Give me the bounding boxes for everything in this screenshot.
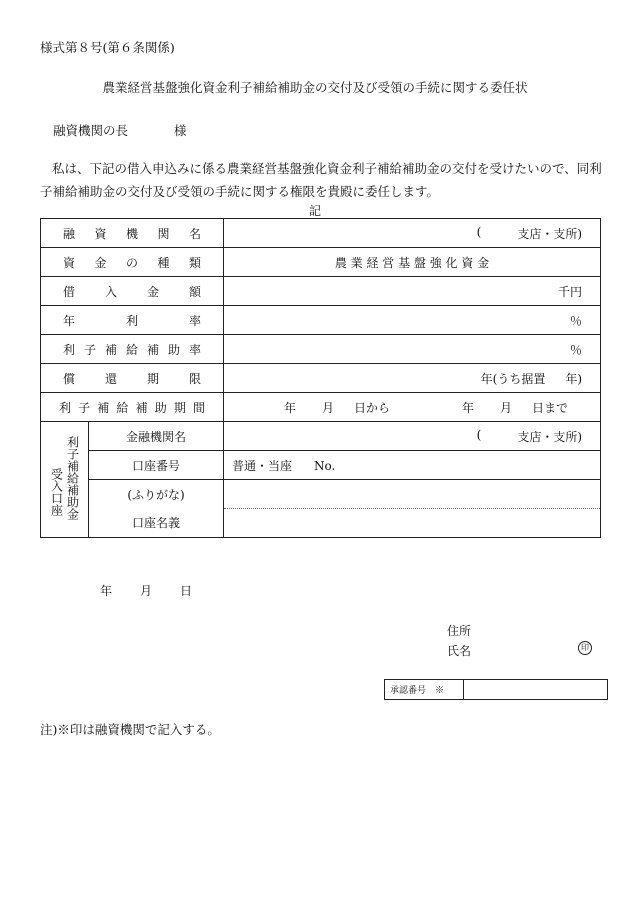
loan-details-table (40, 218, 601, 538)
label-char: 借 (63, 284, 76, 299)
label-subsidy-rate (41, 335, 224, 364)
label-loan-amount (41, 277, 224, 306)
ki-heading: 記 (308, 204, 321, 218)
label-char: 種 (157, 255, 170, 270)
table-row (41, 393, 601, 422)
furigana-field[interactable] (224, 480, 601, 509)
label-char: 率 (189, 342, 202, 357)
table-row (41, 277, 601, 306)
table-row (41, 335, 601, 364)
label-char: 期 (173, 400, 186, 415)
label-char: 資 (94, 226, 107, 241)
label-char: 利 (59, 400, 72, 415)
approval-number-box (384, 679, 608, 700)
name-label: 氏名 (447, 644, 472, 658)
label-char: 補 (135, 400, 148, 415)
label-char: 機 (126, 226, 139, 241)
label-char: 融 (63, 226, 76, 241)
address-label: 住所 (447, 624, 472, 638)
addressee-honorific: 様 (174, 123, 187, 138)
label-char: 資 (63, 255, 76, 270)
label-char: 給 (116, 400, 129, 415)
label-char: 入 (105, 284, 118, 299)
label-lender-name (41, 219, 224, 248)
label-char: 補 (97, 400, 110, 415)
subsidy-rate-field[interactable]: ％ (224, 335, 601, 364)
label-bank-name: 金融機関名 (89, 422, 224, 451)
label-fund-type (41, 248, 224, 277)
table-row (41, 509, 601, 538)
loan-amount-field[interactable]: 千円 (224, 277, 601, 306)
label-char: 金 (94, 255, 107, 270)
label-char: 助 (154, 400, 167, 415)
body-paragraph: 私は、下記の借入申込みに係る農業経営基盤強化資金利子補給補助金の交付を受けたいので、同利子補給補助金の交付及び受領の手続に関する権限を貴殿に委任します。 (40, 161, 602, 199)
table-row (41, 480, 601, 509)
label-char: 金 (147, 284, 160, 299)
label-repayment-term (41, 364, 224, 393)
label-account-number: 口座番号 (89, 451, 224, 480)
label-char: 補 (147, 342, 160, 357)
table-row (41, 219, 601, 248)
form-number-label: 様式第８号(第６条関係) (40, 40, 175, 55)
label-char: 関 (157, 226, 170, 241)
seal-mark-icon: 印 (578, 641, 592, 655)
label-char: 額 (189, 284, 202, 299)
table-row (41, 248, 601, 277)
label-account-holder: 口座名義 (89, 509, 224, 538)
label-char: 子 (78, 400, 91, 415)
label-char: 還 (105, 371, 118, 386)
table-row (41, 306, 601, 335)
label-subsidy-period (41, 393, 224, 422)
document-title: 農業経営基盤強化資金利子補給補助金の交付及び受領の手続に関する委任状 (102, 80, 528, 95)
lender-name-field[interactable]: ( 支店・支所) (224, 219, 601, 248)
label-furigana: (ふりがな) (89, 480, 224, 509)
vertical-label-account: 受入口座 (49, 468, 64, 516)
date-line: 年 月 日 (100, 584, 193, 598)
repayment-term-field[interactable]: 年(うち据置 年) (224, 364, 601, 393)
footnote: 注)※印は融資機関で記入する。 (40, 722, 220, 737)
fund-type-value: 農 業 経 営 基 盤 強 化 資 金 (224, 248, 601, 277)
subsidy-period-field[interactable]: 年 月 日から 年 月 日まで (224, 393, 601, 422)
label-char: 期 (147, 371, 160, 386)
label-annual-rate (41, 306, 224, 335)
annual-rate-field[interactable]: ％ (224, 306, 601, 335)
addressee-line (53, 121, 187, 139)
vertical-label-subsidy: 利子補給補助金 (65, 436, 80, 520)
label-char: の (126, 255, 139, 270)
account-holder-field[interactable] (224, 509, 601, 538)
label-char: 年 (63, 313, 76, 328)
label-char: 利 (63, 342, 76, 357)
label-char: 率 (189, 313, 202, 328)
label-char: 補 (105, 342, 118, 357)
label-char: 間 (192, 400, 205, 415)
label-char: 限 (189, 371, 202, 386)
approval-number-label: 承認番号 ※ (385, 680, 464, 700)
addressee-text: 融資機関の長 (53, 123, 129, 138)
table-row (41, 422, 601, 451)
label-char: 償 (63, 371, 76, 386)
account-number-field[interactable]: 普通・当座 No. (224, 451, 601, 480)
label-char: 類 (189, 255, 202, 270)
approval-number-field[interactable] (464, 680, 608, 700)
table-row (41, 364, 601, 393)
account-group-label (41, 422, 89, 538)
label-char: 子 (84, 342, 97, 357)
bank-name-field[interactable]: ( 支店・支所) (224, 422, 601, 451)
table-row (41, 451, 601, 480)
label-char: 助 (168, 342, 181, 357)
label-char: 給 (126, 342, 139, 357)
label-char: 名 (189, 226, 202, 241)
label-char: 利 (126, 313, 139, 328)
